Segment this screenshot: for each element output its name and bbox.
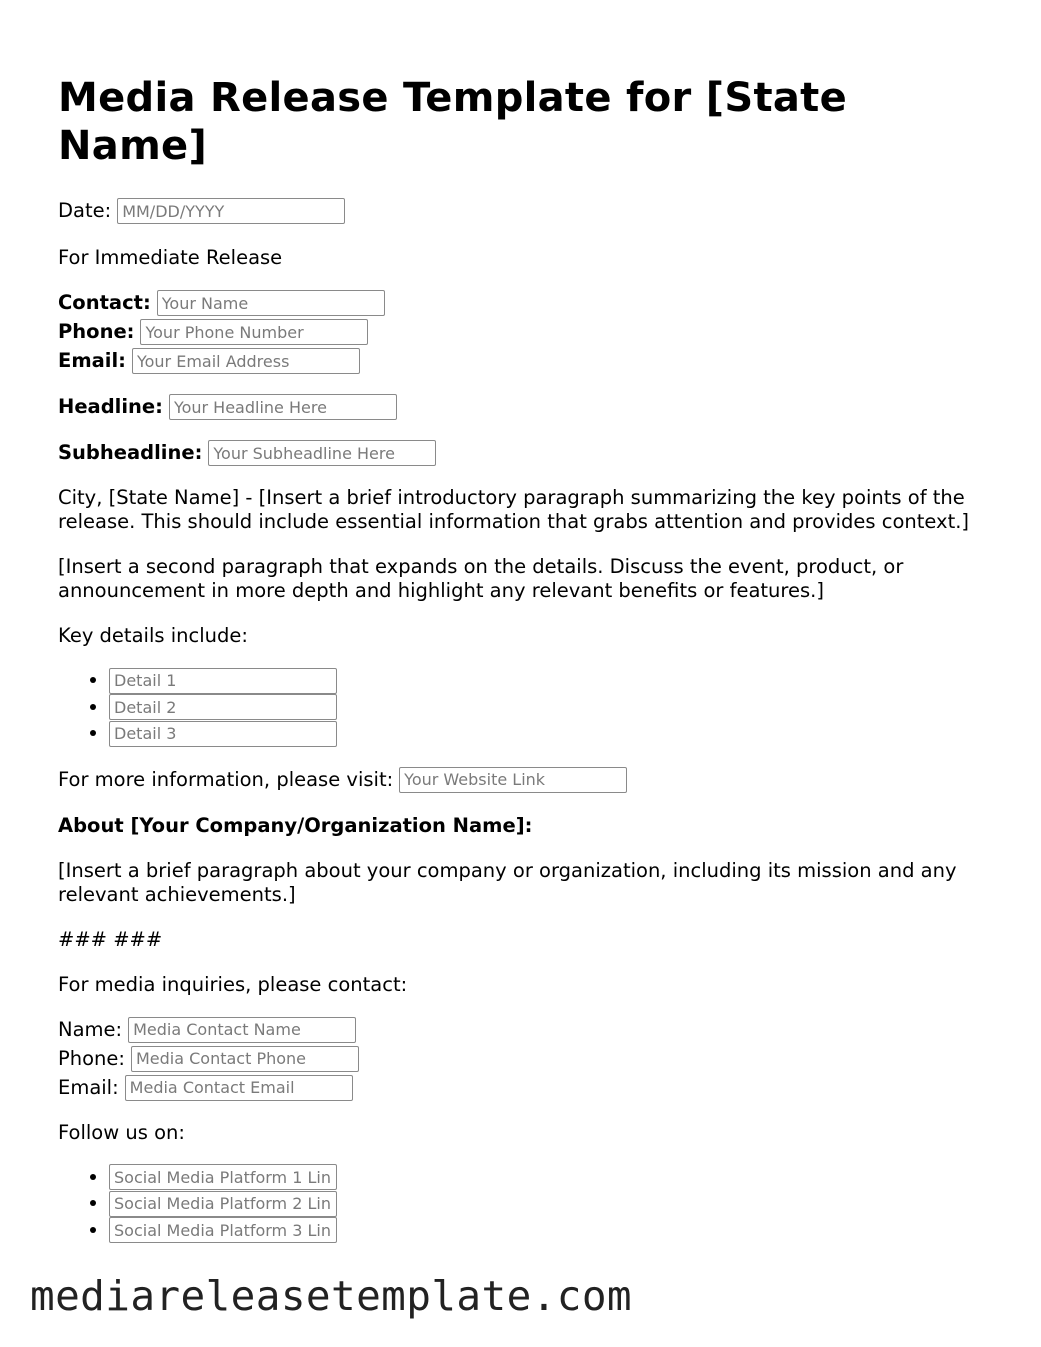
media-phone-label: Phone:	[58, 1046, 125, 1070]
email-input[interactable]	[132, 348, 360, 374]
contact-label: Contact:	[58, 291, 151, 314]
list-item	[109, 694, 988, 721]
second-paragraph: [Insert a second paragraph that expands on the details. Discuss the event, product, or announcement in more depth and highlight any relevant benefits or features.]	[58, 555, 904, 602]
date-input[interactable]	[117, 198, 345, 224]
key-details-intro: Key details include:	[58, 624, 248, 647]
media-email-input[interactable]	[125, 1075, 353, 1101]
date-label: Date:	[58, 199, 112, 222]
more-info-row	[58, 767, 988, 793]
phone-row	[58, 319, 988, 345]
list-item	[109, 667, 988, 694]
contact-row	[58, 290, 988, 316]
list-item	[109, 720, 988, 747]
page-title: Media Release Template for [State Name]	[58, 75, 848, 169]
media-name-label: Name:	[58, 1017, 123, 1041]
media-phone-row	[58, 1046, 988, 1072]
website-link-input[interactable]	[399, 767, 627, 793]
phone-input[interactable]	[140, 319, 368, 345]
contact-name-input[interactable]	[157, 290, 385, 316]
headline-label: Headline:	[58, 395, 163, 418]
media-name-input[interactable]	[128, 1017, 356, 1043]
media-email-row	[58, 1075, 988, 1101]
intro-paragraph: City, [State Name] - [Insert a brief introductory paragraph summarizing the key points of the release. This should include essential information that grabs attention and provides context.]	[58, 486, 970, 533]
media-email-label: Email:	[58, 1075, 119, 1099]
media-name-row	[58, 1017, 988, 1043]
list-item	[109, 1164, 988, 1191]
date-row	[58, 198, 988, 224]
about-paragraph: [Insert a brief paragraph about your company or organization, including its mission and any relevant achievements.]	[58, 858, 957, 906]
headline-row	[58, 394, 988, 420]
detail-2-input[interactable]	[109, 694, 337, 720]
email-label: Email:	[58, 349, 126, 372]
social-intro: Follow us on:	[58, 1120, 185, 1144]
headline-input[interactable]	[169, 394, 397, 420]
social-2-input[interactable]	[109, 1191, 337, 1217]
email-row	[58, 348, 988, 374]
social-1-input[interactable]	[109, 1164, 337, 1190]
end-mark: ### ###	[58, 927, 163, 951]
release-note: For Immediate Release	[58, 246, 283, 269]
subheadline-label: Subheadline:	[58, 441, 203, 464]
list-item	[109, 1217, 988, 1244]
document-page	[58, 74, 988, 1243]
subheadline-row	[58, 440, 988, 466]
more-info-label: For more information, please visit:	[58, 767, 394, 791]
social-links-list	[58, 1164, 988, 1244]
list-item	[109, 1190, 988, 1217]
detail-1-input[interactable]	[109, 668, 337, 694]
key-details-list	[58, 667, 988, 747]
social-3-input[interactable]	[109, 1217, 337, 1243]
media-phone-input[interactable]	[131, 1046, 359, 1072]
about-heading: About [Your Company/Organization Name]:	[58, 813, 533, 837]
subheadline-input[interactable]	[208, 440, 436, 466]
site-watermark: mediareleasetemplate.com	[30, 1272, 633, 1320]
phone-label: Phone:	[58, 320, 135, 343]
detail-3-input[interactable]	[109, 721, 337, 747]
media-inquiries-intro: For media inquiries, please contact:	[58, 972, 408, 996]
